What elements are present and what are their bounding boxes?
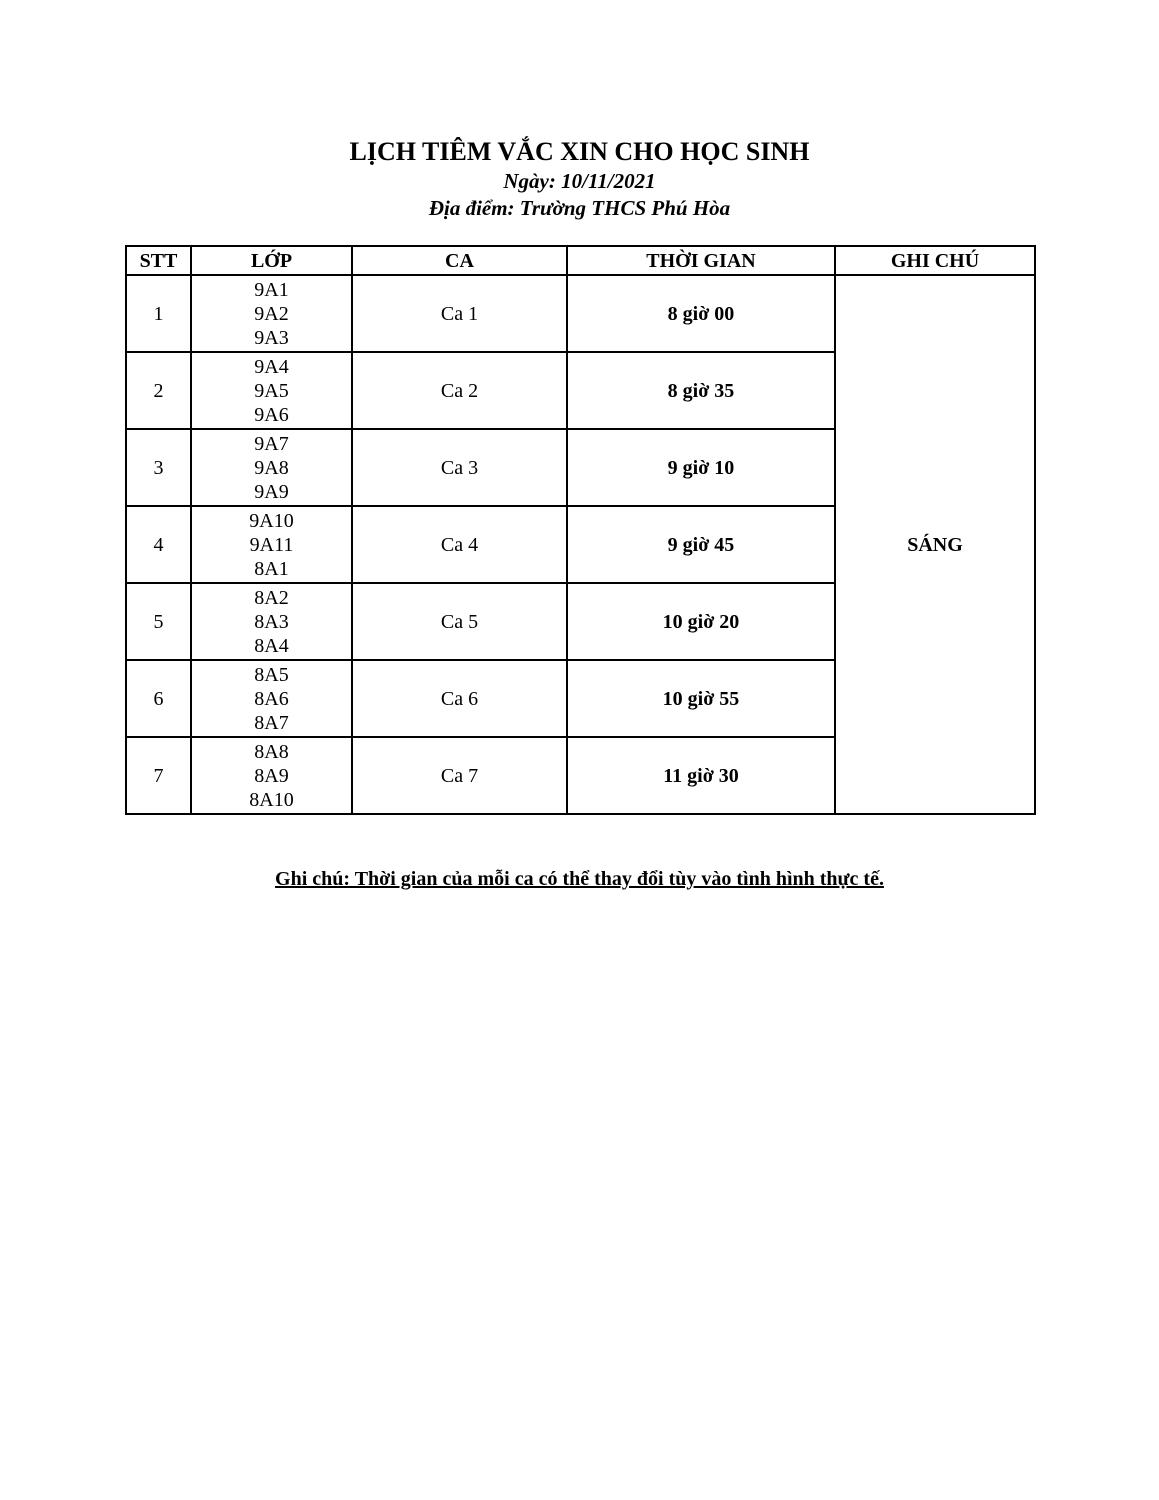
class-name: 8A2 [254,586,289,609]
row-stt: 3 [126,429,191,506]
row-classes [191,352,352,429]
column-header-shift: CA [352,246,567,275]
vaccination-schedule-table [125,245,1036,815]
class-name: 9A9 [254,480,289,503]
row-stt: 5 [126,583,191,660]
row-time: 9 giờ 45 [567,506,835,583]
table-header-row [126,246,1035,275]
class-name: 9A8 [254,456,289,479]
class-name: 9A10 [249,509,294,532]
row-stt: 1 [126,275,191,352]
class-name: 9A2 [254,302,289,325]
class-name: 9A6 [254,403,289,426]
class-name: 9A3 [254,326,289,349]
row-shift: Ca 7 [352,737,567,814]
row-shift: Ca 4 [352,506,567,583]
row-time: 9 giờ 10 [567,429,835,506]
row-classes [191,429,352,506]
row-shift: Ca 3 [352,429,567,506]
row-classes [191,506,352,583]
class-name: 8A7 [254,711,289,734]
row-time: 10 giờ 20 [567,583,835,660]
column-header-class: LỚP [191,246,352,275]
class-name: 8A6 [254,687,289,710]
class-name: 8A1 [254,557,289,580]
schedule-place: Địa điểm: Trường THCS Phú Hòa [428,196,731,220]
column-header-stt: STT [126,246,191,275]
row-classes [191,583,352,660]
row-shift: Ca 5 [352,583,567,660]
class-name: 8A8 [254,740,289,763]
row-classes [191,660,352,737]
row-classes [191,275,352,352]
row-stt: 2 [126,352,191,429]
class-name: 9A7 [254,432,289,455]
column-header-time: THỜI GIAN [567,246,835,275]
row-shift: Ca 2 [352,352,567,429]
class-name: 9A5 [254,379,289,402]
note-cell: SÁNG [835,275,1035,814]
row-stt: 7 [126,737,191,814]
row-time: 8 giờ 00 [567,275,835,352]
class-name: 9A4 [254,355,289,378]
row-stt: 6 [126,660,191,737]
column-header-note: GHI CHÚ [835,246,1035,275]
row-time: 10 giờ 55 [567,660,835,737]
row-time: 11 giờ 30 [567,737,835,814]
class-name: 8A3 [254,610,289,633]
class-name: 8A4 [254,634,289,657]
class-name: 9A1 [254,278,289,301]
class-name: 8A10 [249,788,294,811]
class-name: 8A5 [254,663,289,686]
class-name: 9A11 [249,533,294,556]
row-classes [191,737,352,814]
row-time: 8 giờ 35 [567,352,835,429]
table-row [126,275,1035,352]
page-title: LỊCH TIÊM VẮC XIN CHO HỌC SINH [349,137,810,166]
row-stt: 4 [126,506,191,583]
row-shift: Ca 1 [352,275,567,352]
schedule-date: Ngày: 10/11/2021 [503,169,656,193]
row-shift: Ca 6 [352,660,567,737]
footnote: Ghi chú: Thời gian của mỗi ca có thể thay đổi tùy vào tình hình thực tế. [275,868,884,890]
class-name: 8A9 [254,764,289,787]
